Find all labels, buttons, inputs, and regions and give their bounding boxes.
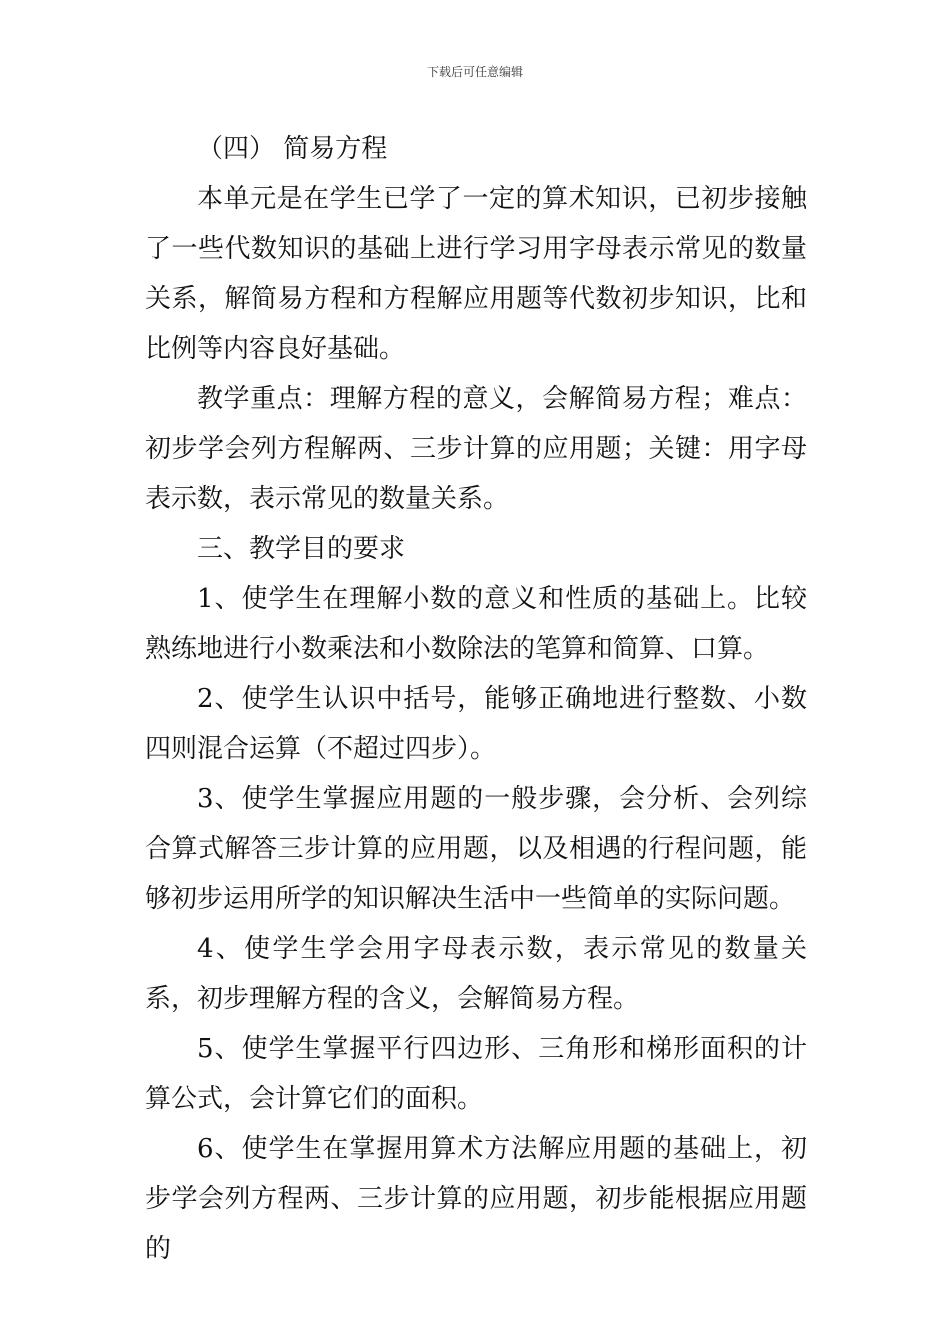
header-note: 下载后可任意编辑: [426, 65, 523, 79]
list-item: 1、使学生在理解小数的意义和性质的基础上。比较熟练地进行小数乘法和小数除法的笔算和简算、口算。: [145, 584, 807, 664]
list-item: 6、使学生在掌握用算术方法解应用题的基础上，初步学会列方程两、三步计算的应用题，初步能根据应用题的: [145, 1134, 807, 1264]
document-body: [145, 124, 807, 1274]
list-item: 4、使学生学会用字母表示数，表示常见的数量关系，初步理解方程的含义，会解简易方程。: [145, 934, 807, 1014]
paragraph-key-points: 教学重点：理解方程的意义，会解简易方程；难点：初步学会列方程解两、三步计算的应用题；关键：用字母表示数，表示常见的数量关系。: [145, 384, 807, 514]
list-item: 2、使学生认识中括号，能够正确地进行整数、小数四则混合运算（不超过四步）。: [145, 684, 807, 764]
paragraph-unit-intro: 本单元是在学生已学了一定的算术知识，已初步接触了一些代数知识的基础上进行学习用字母表示常见的数量关系，解简易方程和方程解应用题等代数初步知识，比和比例等内容良好基础。: [145, 184, 807, 364]
list-item: 3、使学生掌握应用题的一般步骤，会分析、会列综合算式解答三步计算的应用题，以及相遇的行程问题，能够初步运用所学的知识解决生活中一些简单的实际问题。: [145, 784, 807, 914]
list-item: 5、使学生掌握平行四边形、三角形和梯形面积的计算公式，会计算它们的面积。: [145, 1034, 807, 1114]
subsection-heading: 三、教学目的要求: [197, 534, 406, 564]
section-heading: （四） 简易方程: [197, 134, 388, 164]
